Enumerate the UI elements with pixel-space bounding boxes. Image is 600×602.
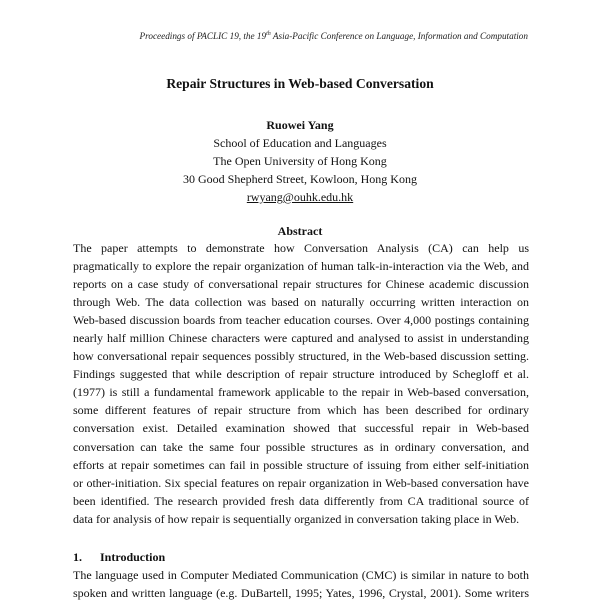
running-head-suffix: Asia-Pacific Conference on Language, Information and Computation	[270, 31, 528, 42]
body-line: spoken and written language (e.g. DuBartell, 1995; Yates, 1996, Crystal, 2001). Some writers	[73, 586, 529, 601]
abstract-line: Web-based discussion boards from teacher education courses. Over 4,000 postings containing	[73, 313, 529, 328]
section-heading	[73, 550, 165, 565]
email-link[interactable]: rwyang@ouhk.edu.hk	[246, 190, 354, 204]
abstract-body	[73, 239, 529, 528]
abstract-line: conversation can take the same four possible structures as in ordinary conversation, and	[73, 439, 529, 454]
section-title: Introduction	[100, 550, 166, 564]
running-head-prefix: Proceedings of PACLIC 19, the 19	[139, 31, 267, 42]
abstract-line: The paper attempts to demonstrate how Conversation Analysis (CA) can help us	[73, 241, 529, 255]
abstract-line: reports on a case study of conversational repair structures for Chinese academic discussion	[73, 277, 529, 292]
affiliation-line: The Open University of Hong Kong	[213, 154, 387, 168]
abstract-line: data for analysis of how repair is sequentially organized in conversation taking place in Web.	[73, 511, 520, 526]
paper-title: Repair Structures in Web-based Conversation	[166, 76, 434, 91]
author-email[interactable]	[0, 188, 600, 206]
abstract-line: through Web. The data collection was based on naturally occurring written interaction on	[73, 295, 529, 310]
abstract-line: some different features of repair structure from which has been described for ordinary	[73, 403, 529, 418]
affiliation-line: 30 Good Shepherd Street, Kowloon, Hong Kong	[183, 172, 417, 186]
abstract-heading: Abstract	[277, 224, 323, 238]
running-head-superscript: th	[266, 31, 271, 37]
abstract-line: or other-initiation. Six special features on repair organization in Web-based conversation have	[73, 475, 529, 490]
author-name: Ruowei Yang	[266, 118, 334, 132]
abstract-line: how conversational repair sequences possibly structured, in the Web-based discussion setting.	[73, 349, 529, 364]
abstract-line: been identified. The research provided fresh data differently from CA traditional source of	[73, 493, 529, 508]
abstract-line: Findings suggested that while description of repair structure introduced by Schegloff et al.	[73, 367, 529, 382]
abstract-line: conversation exist. Detailed examination showed that successful repair in Web-based	[73, 421, 529, 436]
abstract-line: efforts at repair sometimes can fail in possible structure of issuing from either self-initiation	[73, 457, 529, 472]
running-head	[140, 31, 528, 41]
body-line: The language used in Computer Mediated Communication (CMC) is similar in nature to both	[73, 568, 529, 582]
abstract-line: (1977) is still a fundamental framework applicable to the repair in Web-based conversation,	[73, 385, 529, 400]
abstract-line: pragmatically to explore the repair organization of human talk-in-interaction via the Web, and	[73, 259, 529, 274]
abstract-line: nearly half million Chinese characters were captured and analysed to assist in understanding	[73, 331, 529, 346]
section-number: 1.	[73, 550, 82, 564]
affiliation-line: School of Education and Languages	[213, 136, 387, 150]
section-body	[73, 566, 529, 602]
